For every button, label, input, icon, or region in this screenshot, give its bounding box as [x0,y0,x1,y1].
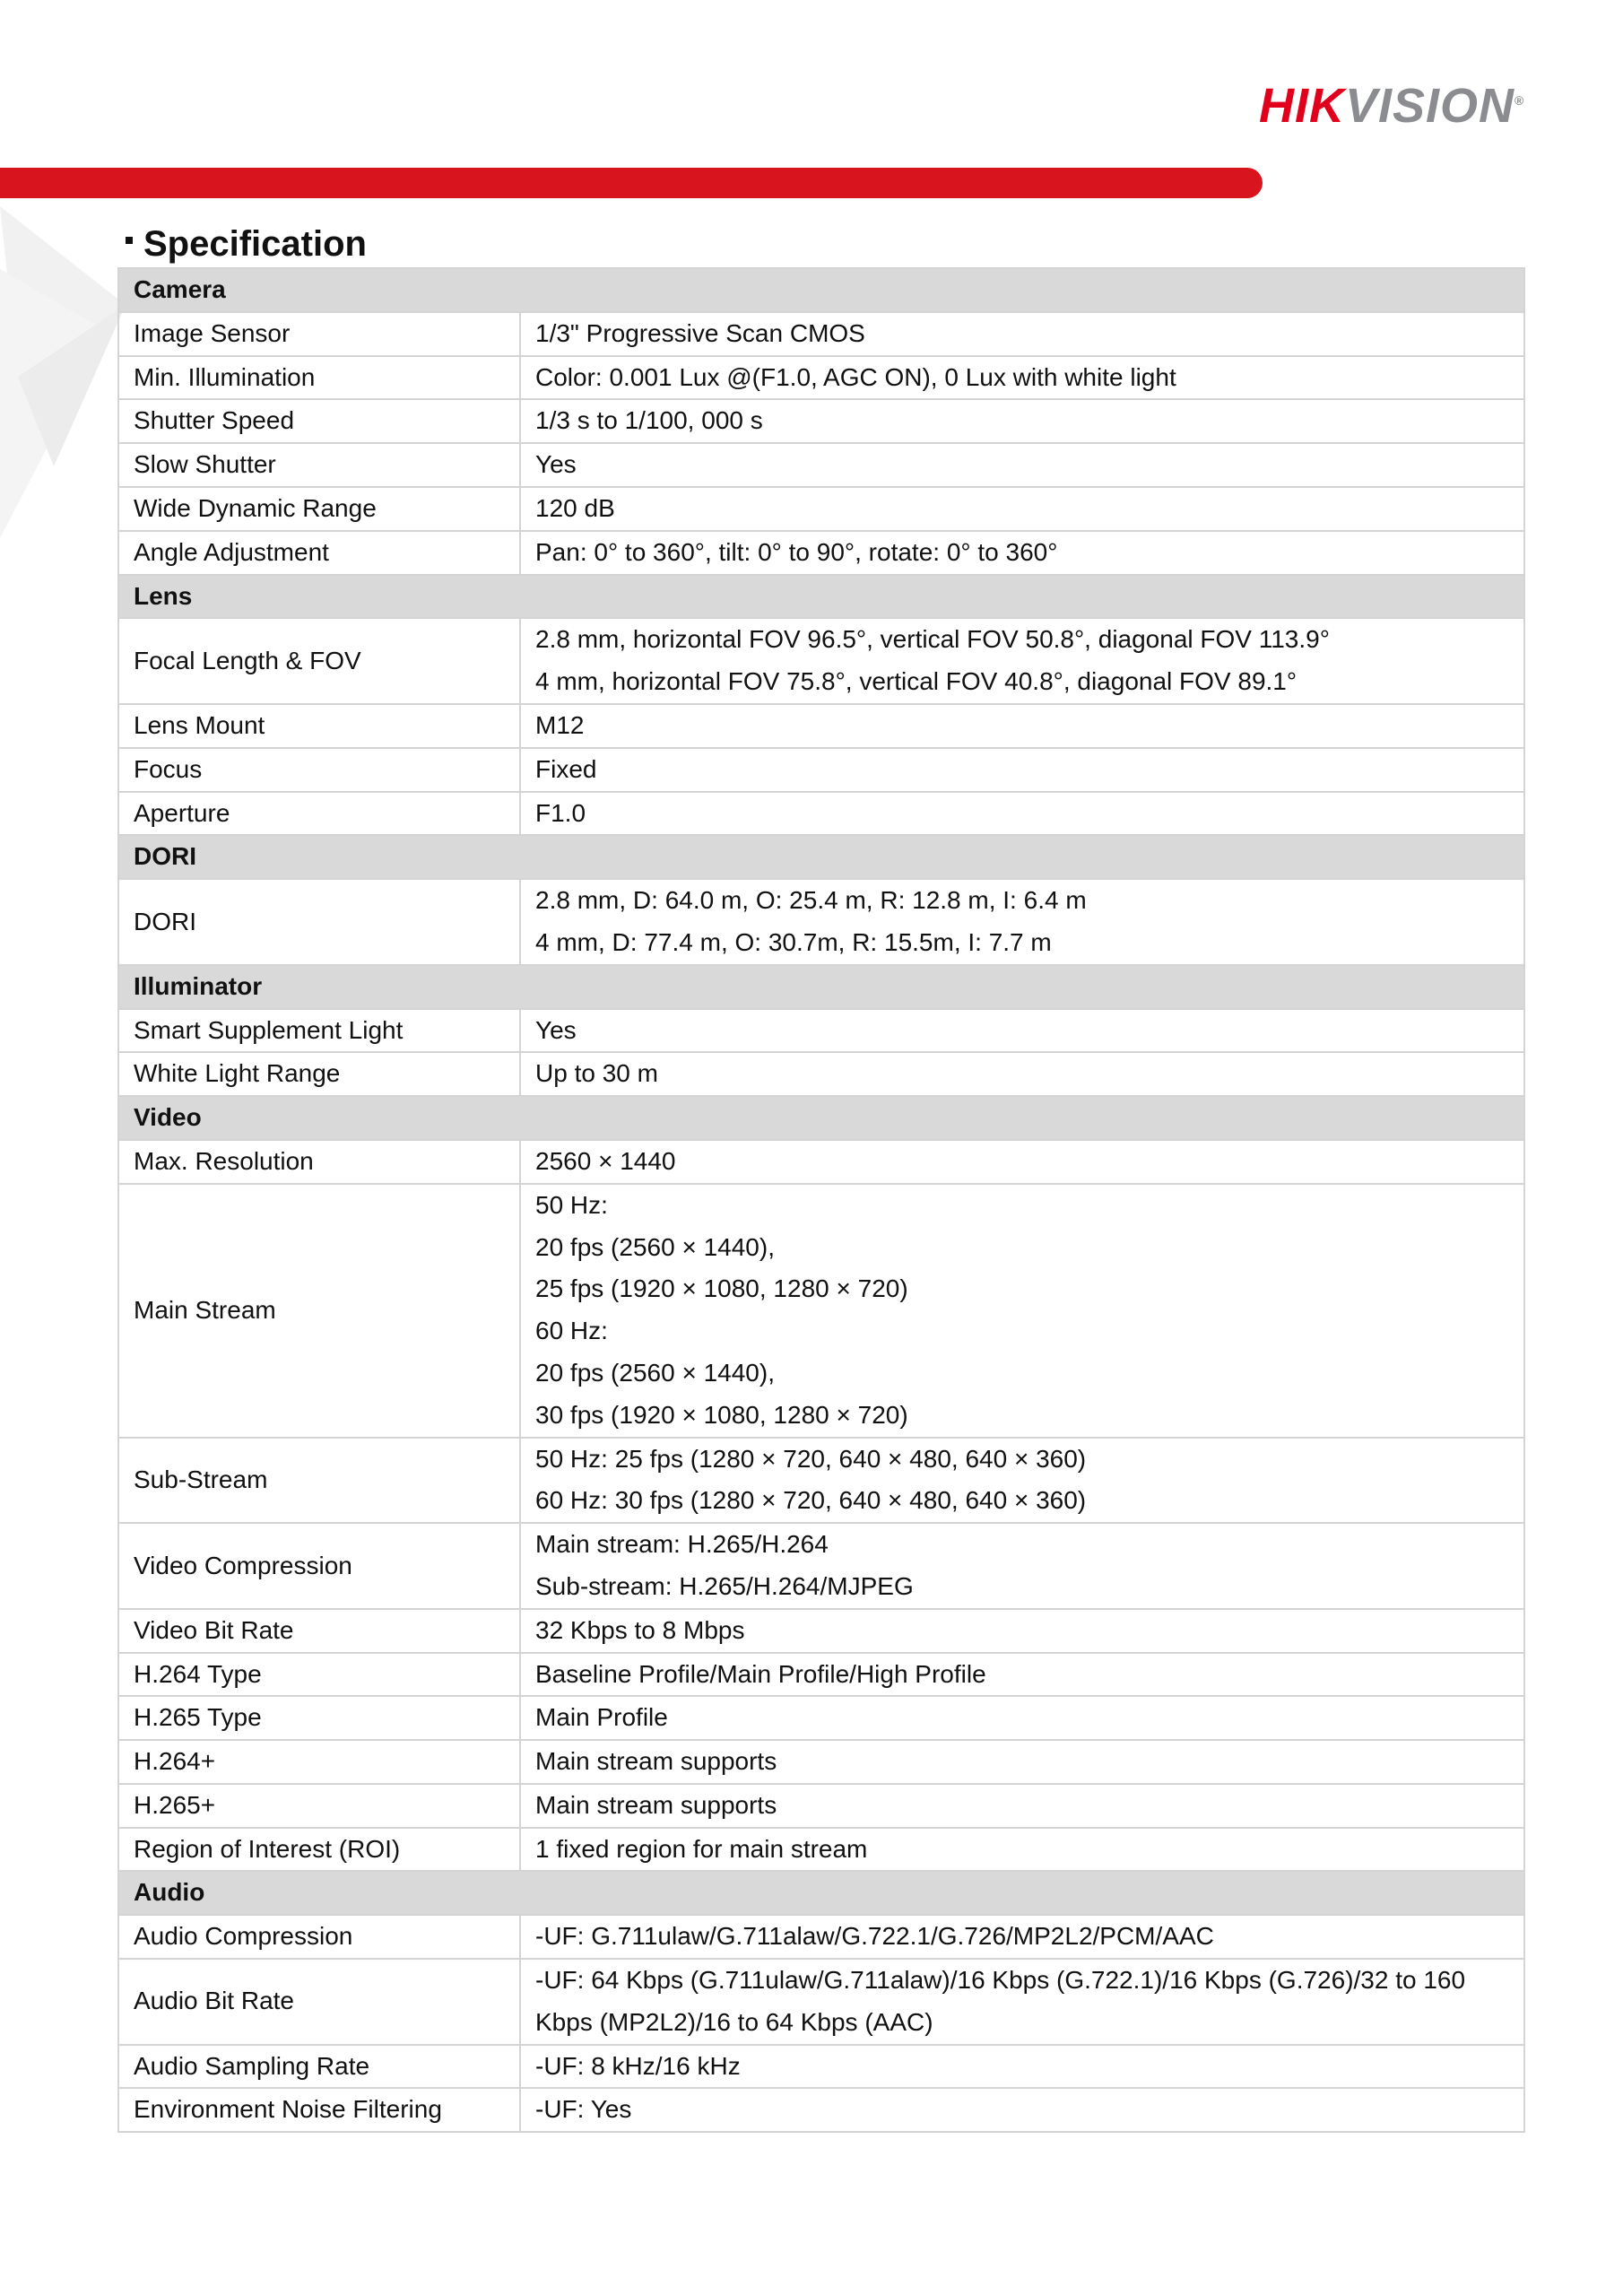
spec-value-line: Kbps (MP2L2)/16 to 64 Kbps (AAC) [535,2007,933,2036]
logo-registered-mark: ® [1515,93,1525,108]
spec-row [118,487,1524,531]
spec-value [520,1009,1524,1053]
spec-row [118,1653,1524,1697]
spec-value [520,1052,1524,1096]
spec-value [520,1140,1524,1184]
section-header: Video [118,1096,1524,1140]
spec-value-line: 120 dB [535,493,615,522]
spec-label: Sub-Stream [118,1438,520,1524]
spec-row [118,2088,1524,2132]
spec-label: Lens Mount [118,704,520,748]
spec-value-line: 2.8 mm, horizontal FOV 96.5°, vertical FOV 50.8°, diagonal FOV 113.9° [535,625,1330,654]
spec-value [520,879,1524,965]
spec-label: Max. Resolution [118,1140,520,1184]
spec-row [118,356,1524,400]
spec-label: Region of Interest (ROI) [118,1828,520,1872]
spec-value [520,1915,1524,1959]
spec-label: Audio Bit Rate [118,1959,520,2045]
spec-value [520,312,1524,356]
spec-label: Smart Supplement Light [118,1009,520,1053]
spec-value-line: F1.0 [535,798,586,827]
spec-label: Min. Illumination [118,356,520,400]
spec-label: Aperture [118,792,520,836]
spec-value-line: 20 fps (2560 × 1440), [535,1358,775,1387]
spec-row [118,1784,1524,1828]
spec-row [118,443,1524,487]
page-title [126,219,367,269]
spec-row [118,1052,1524,1096]
spec-value [520,1696,1524,1740]
section-header-row [118,1096,1524,1140]
spec-value-line: 25 fps (1920 × 1080, 1280 × 720) [535,1274,908,1303]
spec-value-line: 1/3 s to 1/100, 000 s [535,406,763,435]
spec-label: H.265+ [118,1784,520,1828]
spec-row [118,1184,1524,1438]
spec-value [520,618,1524,704]
spec-row [118,1009,1524,1053]
spec-row [118,1915,1524,1959]
spec-value-line: -UF: G.711ulaw/G.711alaw/G.722.1/G.726/MP2L2/PCM/AAC [535,1922,1214,1951]
section-header-row [118,268,1524,312]
spec-row [118,399,1524,443]
section-header: Camera [118,268,1524,312]
section-header: Lens [118,575,1524,619]
spec-value [520,356,1524,400]
spec-label: H.265 Type [118,1696,520,1740]
spec-label: Image Sensor [118,312,520,356]
spec-value-line: Main stream supports [535,1790,777,1819]
spec-label: DORI [118,879,520,965]
spec-label: H.264+ [118,1740,520,1784]
spec-row [118,879,1524,965]
spec-value [520,487,1524,531]
spec-value-line: 20 fps (2560 × 1440), [535,1232,775,1261]
spec-label: Video Compression [118,1523,520,1609]
section-header: DORI [118,835,1524,879]
spec-value-line: Up to 30 m [535,1059,658,1088]
spec-value [520,399,1524,443]
section-header: Illuminator [118,965,1524,1009]
section-header-row [118,835,1524,879]
spec-value [520,1828,1524,1872]
spec-value [520,704,1524,748]
spec-row [118,531,1524,575]
logo-hik-text: HIK [1259,79,1345,133]
spec-value-line: 50 Hz: [535,1190,608,1219]
spec-row [118,748,1524,792]
spec-value-line: 2.8 mm, D: 64.0 m, O: 25.4 m, R: 12.8 m, I: 6.4 m [535,886,1087,915]
logo-vision-text: VISION [1345,79,1515,133]
section-header-row [118,965,1524,1009]
spec-value-line: Yes [535,450,577,479]
spec-label: Focal Length & FOV [118,618,520,704]
spec-row [118,1140,1524,1184]
spec-value [520,1438,1524,1524]
specification-table [117,267,1525,2133]
spec-label: Environment Noise Filtering [118,2088,520,2132]
spec-row [118,618,1524,704]
spec-value-line: M12 [535,710,585,739]
spec-row [118,1523,1524,1609]
title-bullet [126,237,133,244]
spec-label: Audio Sampling Rate [118,2045,520,2089]
header-red-bar [0,168,1263,198]
spec-label: Wide Dynamic Range [118,487,520,531]
spec-label: Video Bit Rate [118,1609,520,1653]
spec-value-line: -UF: 64 Kbps (G.711ulaw/G.711alaw)/16 Kbps (G.722.1)/16 Kbps (G.726)/32 to 160 [535,1966,1466,1995]
spec-value [520,1523,1524,1609]
spec-value [520,2088,1524,2132]
spec-row [118,792,1524,836]
spec-value [520,1653,1524,1697]
spec-label: Audio Compression [118,1915,520,1959]
spec-label: H.264 Type [118,1653,520,1697]
spec-label: Focus [118,748,520,792]
spec-label: White Light Range [118,1052,520,1096]
spec-value-line: Main Profile [535,1703,668,1732]
section-header-row [118,575,1524,619]
spec-value-line: 60 Hz: 30 fps (1280 × 720, 640 × 480, 640 × 360) [535,1486,1087,1515]
spec-value [520,2045,1524,2089]
spec-label: Slow Shutter [118,443,520,487]
spec-value-line: Color: 0.001 Lux @(F1.0, AGC ON), 0 Lux with white light [535,362,1176,391]
spec-value-line: 2560 × 1440 [535,1146,676,1175]
spec-value-line: 60 Hz: [535,1317,608,1345]
spec-value-line: 30 fps (1920 × 1080, 1280 × 720) [535,1400,908,1429]
spec-value [520,1184,1524,1438]
section-header-row [118,1871,1524,1915]
spec-label: Main Stream [118,1184,520,1438]
spec-row [118,1740,1524,1784]
spec-value-line: 1 fixed region for main stream [535,1834,868,1863]
spec-label: Shutter Speed [118,399,520,443]
spec-row [118,1959,1524,2045]
spec-row [118,704,1524,748]
page-title-text: Specification [143,224,367,264]
spec-value-line: Pan: 0° to 360°, tilt: 0° to 90°, rotate: 0° to 360° [535,537,1058,566]
hikvision-logo [1259,74,1564,133]
spec-value-line: Main stream supports [535,1747,777,1776]
spec-value-line: Baseline Profile/Main Profile/High Profile [535,1659,986,1688]
spec-value-line: -UF: Yes [535,2095,632,2124]
spec-value [520,1740,1524,1784]
spec-value-line: Main stream: H.265/H.264 [535,1530,829,1559]
spec-row [118,1696,1524,1740]
spec-value [520,1959,1524,2045]
spec-value [520,1784,1524,1828]
section-header: Audio [118,1871,1524,1915]
spec-value [520,1609,1524,1653]
spec-value-line: Fixed [535,754,597,783]
spec-row [118,1438,1524,1524]
spec-value [520,792,1524,836]
decorative-watermark-shape [0,197,135,538]
spec-value-line: 4 mm, D: 77.4 m, O: 30.7m, R: 15.5m, I: 7.7 m [535,927,1052,956]
spec-value-line: 1/3" Progressive Scan CMOS [535,318,865,347]
spec-label: Angle Adjustment [118,531,520,575]
spec-value-line: -UF: 8 kHz/16 kHz [535,2051,741,2080]
spec-row [118,1609,1524,1653]
spec-row [118,2045,1524,2089]
spec-row [118,312,1524,356]
spec-value-line: Yes [535,1015,577,1044]
spec-value [520,443,1524,487]
spec-row [118,1828,1524,1872]
spec-value-line: 32 Kbps to 8 Mbps [535,1615,745,1644]
spec-value-line: Sub-stream: H.265/H.264/MJPEG [535,1571,914,1600]
spec-value-line: 50 Hz: 25 fps (1280 × 720, 640 × 480, 640 × 360) [535,1444,1087,1473]
spec-value-line: 4 mm, horizontal FOV 75.8°, vertical FOV 40.8°, diagonal FOV 89.1° [535,667,1298,696]
spec-value [520,531,1524,575]
spec-value [520,748,1524,792]
